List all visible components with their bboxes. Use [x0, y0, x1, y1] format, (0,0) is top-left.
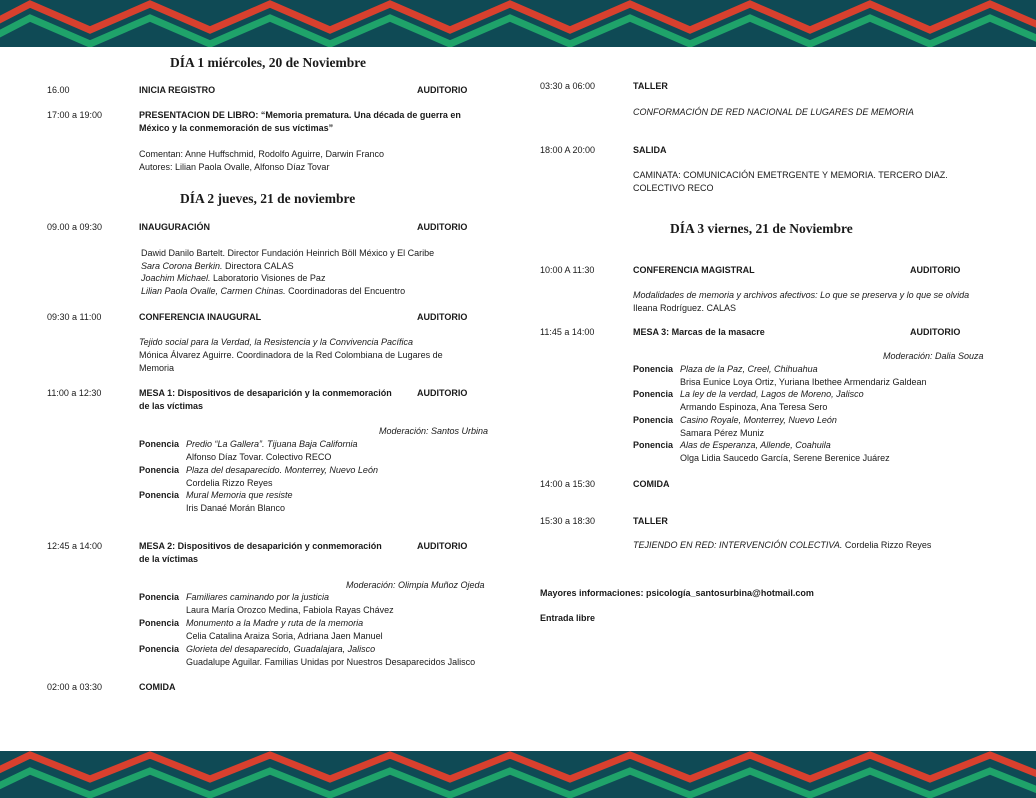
event-title: MESA 1: Dispositivos de desaparición y la conmemoración [139, 388, 392, 398]
time: 18:00 A 20:00 [540, 145, 596, 155]
talk-title: Plaza del desaparecido. Monterrey, Nuevo León [186, 465, 378, 475]
time: 15:30 a 18:30 [540, 516, 596, 526]
event-title: COMIDA [139, 682, 176, 692]
time: 02:00 a 03:30 [47, 682, 103, 692]
day1-heading: DÍA 1 miércoles, 20 de Noviembre [170, 55, 366, 70]
event-title: INAUGURACIÓN [139, 222, 210, 232]
moderation: Moderación: Olimpia Muñoz Ojeda [346, 580, 485, 590]
venue: AUDITORIO [417, 222, 468, 232]
workshop-title: TEJIENDO EN RED: INTERVENCIÓN COLECTIVA. [633, 540, 843, 550]
event-title: SALIDA [633, 145, 667, 155]
contact-info: Mayores informaciones: psicología_santosurbina@hotmail.com [540, 588, 814, 598]
ponencia-label: Ponencia [139, 439, 180, 449]
event-title: MESA 3: Marcas de la masacre [633, 327, 765, 337]
venue: AUDITORIO [417, 388, 468, 398]
event-title: INICIA REGISTRO [139, 85, 216, 95]
day3-heading: DÍA 3 viernes, 21 de Noviembre [670, 221, 853, 236]
time: 03:30 a 06:00 [540, 81, 596, 91]
ponencia-label: Ponencia [139, 465, 180, 475]
talk-authors: Celia Catalina Araiza Soria, Adriana Jaen Manuel [186, 631, 383, 641]
event-title: MESA 2: Dispositivos de desaparición y conmemoración [139, 541, 382, 551]
event-title: TALLER [633, 516, 668, 526]
ponencia-label: Ponencia [139, 592, 180, 602]
talk-authors: Guadalupe Aguilar. Familias Unidas por Nuestros Desaparecidos Jalisco [186, 657, 476, 667]
venue: AUDITORIO [417, 312, 468, 322]
workshop-lead: Cordelia Rizzo Reyes [842, 540, 932, 550]
zigzag-pattern [0, 751, 1036, 798]
event-title: CONFERENCIA MAGISTRAL [633, 265, 755, 275]
talk-authors: Olga Lidia Saucedo García, Serene Berenice Juárez [680, 453, 890, 463]
talk-authors: Cordelia Rizzo Reyes [186, 478, 273, 488]
ponencia-label: Ponencia [139, 644, 180, 654]
day2-heading: DÍA 2 jueves, 21 de noviembre [180, 191, 356, 206]
talk-title: Modalidades de memoria y archivos afectivos: Lo que se preserva y lo que se olvida [633, 290, 970, 300]
event-title: TALLER [633, 81, 668, 91]
event-title-cont: de las víctimas [139, 401, 204, 411]
speaker-line [141, 272, 325, 285]
speaker-line: Dawid Danilo Bartelt. Director Fundación Heinrich Böll México y El Caribe [141, 248, 435, 258]
talk-title: Monumento a la Madre y ruta de la memoria [186, 618, 364, 628]
event-title-cont: de la víctimas [139, 554, 199, 564]
ponencia-label: Ponencia [633, 440, 674, 450]
time: 11:45 a 14:00 [540, 327, 595, 337]
time: 17:00 a 19:00 [47, 110, 103, 120]
talk-authors: Alfonso Díaz Tovar. Colectivo RECO [186, 452, 332, 462]
venue: AUDITORIO [417, 85, 468, 95]
event-title: COMIDA [633, 479, 670, 489]
talk-title: Alas de Esperanza, Allende, Coahuila [680, 440, 831, 450]
speaker-line: Memoria [139, 363, 175, 373]
event-description: CAMINATA: COMUNICACIÓN EMETRGENTE Y MEMORIA. TERCERO DIAZ. [633, 170, 948, 180]
talk-authors: Laura María Orozco Medina, Fabiola Rayas Chávez [186, 605, 394, 615]
ponencia-label: Ponencia [633, 364, 674, 374]
event-title-cont: México y la conmemoración de sus víctimas” [139, 123, 334, 133]
venue: AUDITORIO [417, 541, 468, 551]
speaker-name: Joachim Michael. [141, 273, 211, 283]
event-description: CONFORMACIÓN DE RED NACIONAL DE LUGARES DE MEMORIA [633, 107, 914, 117]
talk-authors: Armando Espinoza, Ana Teresa Sero [680, 402, 828, 412]
event-description: COLECTIVO RECO [633, 183, 714, 193]
speaker-role: Laboratorio Visiones de Paz [210, 273, 326, 283]
speaker-line: Mónica Álvarez Aguirre. Coordinadora de la Red Colombiana de Lugares de [139, 350, 443, 360]
event-description [633, 539, 931, 552]
talk-authors: Iris Danaé Morán Blanco [186, 503, 286, 513]
moderation: Moderación: Santos Urbina [379, 426, 489, 436]
talk-title: La ley de la verdad, Lagos de Moreno, Jalisco [680, 389, 864, 399]
time: 11:00 a 12:30 [47, 388, 102, 398]
time: 10:00 A 11:30 [540, 265, 595, 275]
talk-title: Familiares caminando por la justicia [186, 592, 330, 602]
time: 16.00 [47, 85, 70, 95]
moderation: Moderación: Dalia Souza [883, 351, 984, 361]
ponencia-label: Ponencia [633, 389, 674, 399]
commentators: Comentan: Anne Huffschmid, Rodolfo Aguirre, Darwin Franco [139, 149, 384, 159]
bottom-pattern-band [0, 751, 1036, 798]
ponencia-label: Ponencia [139, 618, 180, 628]
time: 09:30 a 11:00 [47, 312, 102, 322]
ponencia-label: Ponencia [139, 490, 180, 500]
talk-title: Tejido social para la Verdad, la Resistencia y la Convivencia Pacífica [139, 337, 413, 347]
ponencia-label: Ponencia [633, 415, 674, 425]
talk-authors: Samara Pérez Muniz [680, 428, 765, 438]
event-title: PRESENTACION DE LIBRO: “Memoria prematura. Una década de guerra en [139, 110, 461, 120]
talk-authors: Brisa Eunice Loya Ortiz, Yuriana Ibethee Armendariz Galdean [680, 377, 927, 387]
event-title: CONFERENCIA INAUGURAL [139, 312, 262, 322]
speaker-role: Coordinadoras del Encuentro [285, 286, 406, 296]
time: 14:00 a 15:30 [540, 479, 596, 489]
top-pattern-band [0, 0, 1036, 47]
talk-title: Glorieta del desaparecido, Guadalajara, Jalisco [186, 644, 376, 654]
time: 09.00 a 09:30 [47, 222, 103, 232]
speaker-line [141, 285, 405, 298]
speaker-name: Lilian Paola Ovalle, Carmen Chinas. [141, 286, 286, 296]
free-entry-note: Entrada libre [540, 613, 596, 623]
talk-title: Plaza de la Paz, Creel, Chihuahua [680, 364, 818, 374]
speaker-name: Sara Corona Berkin. [141, 261, 223, 271]
talk-title: Mural Memoria que resiste [186, 490, 293, 500]
time: 12:45 a 14:00 [47, 541, 103, 551]
zigzag-pattern [0, 0, 1036, 47]
venue: AUDITORIO [910, 265, 961, 275]
talk-title: Casino Royale, Monterrey, Nuevo León [680, 415, 837, 425]
speaker-line: Ileana Rodríguez. CALAS [633, 303, 737, 313]
authors: Autores: Lilian Paola Ovalle, Alfonso Díaz Tovar [139, 162, 330, 172]
talk-title: Predio “La Gallera”. Tijuana Baja California [186, 439, 358, 449]
speaker-role: Directora CALAS [222, 261, 294, 271]
venue: AUDITORIO [910, 327, 961, 337]
